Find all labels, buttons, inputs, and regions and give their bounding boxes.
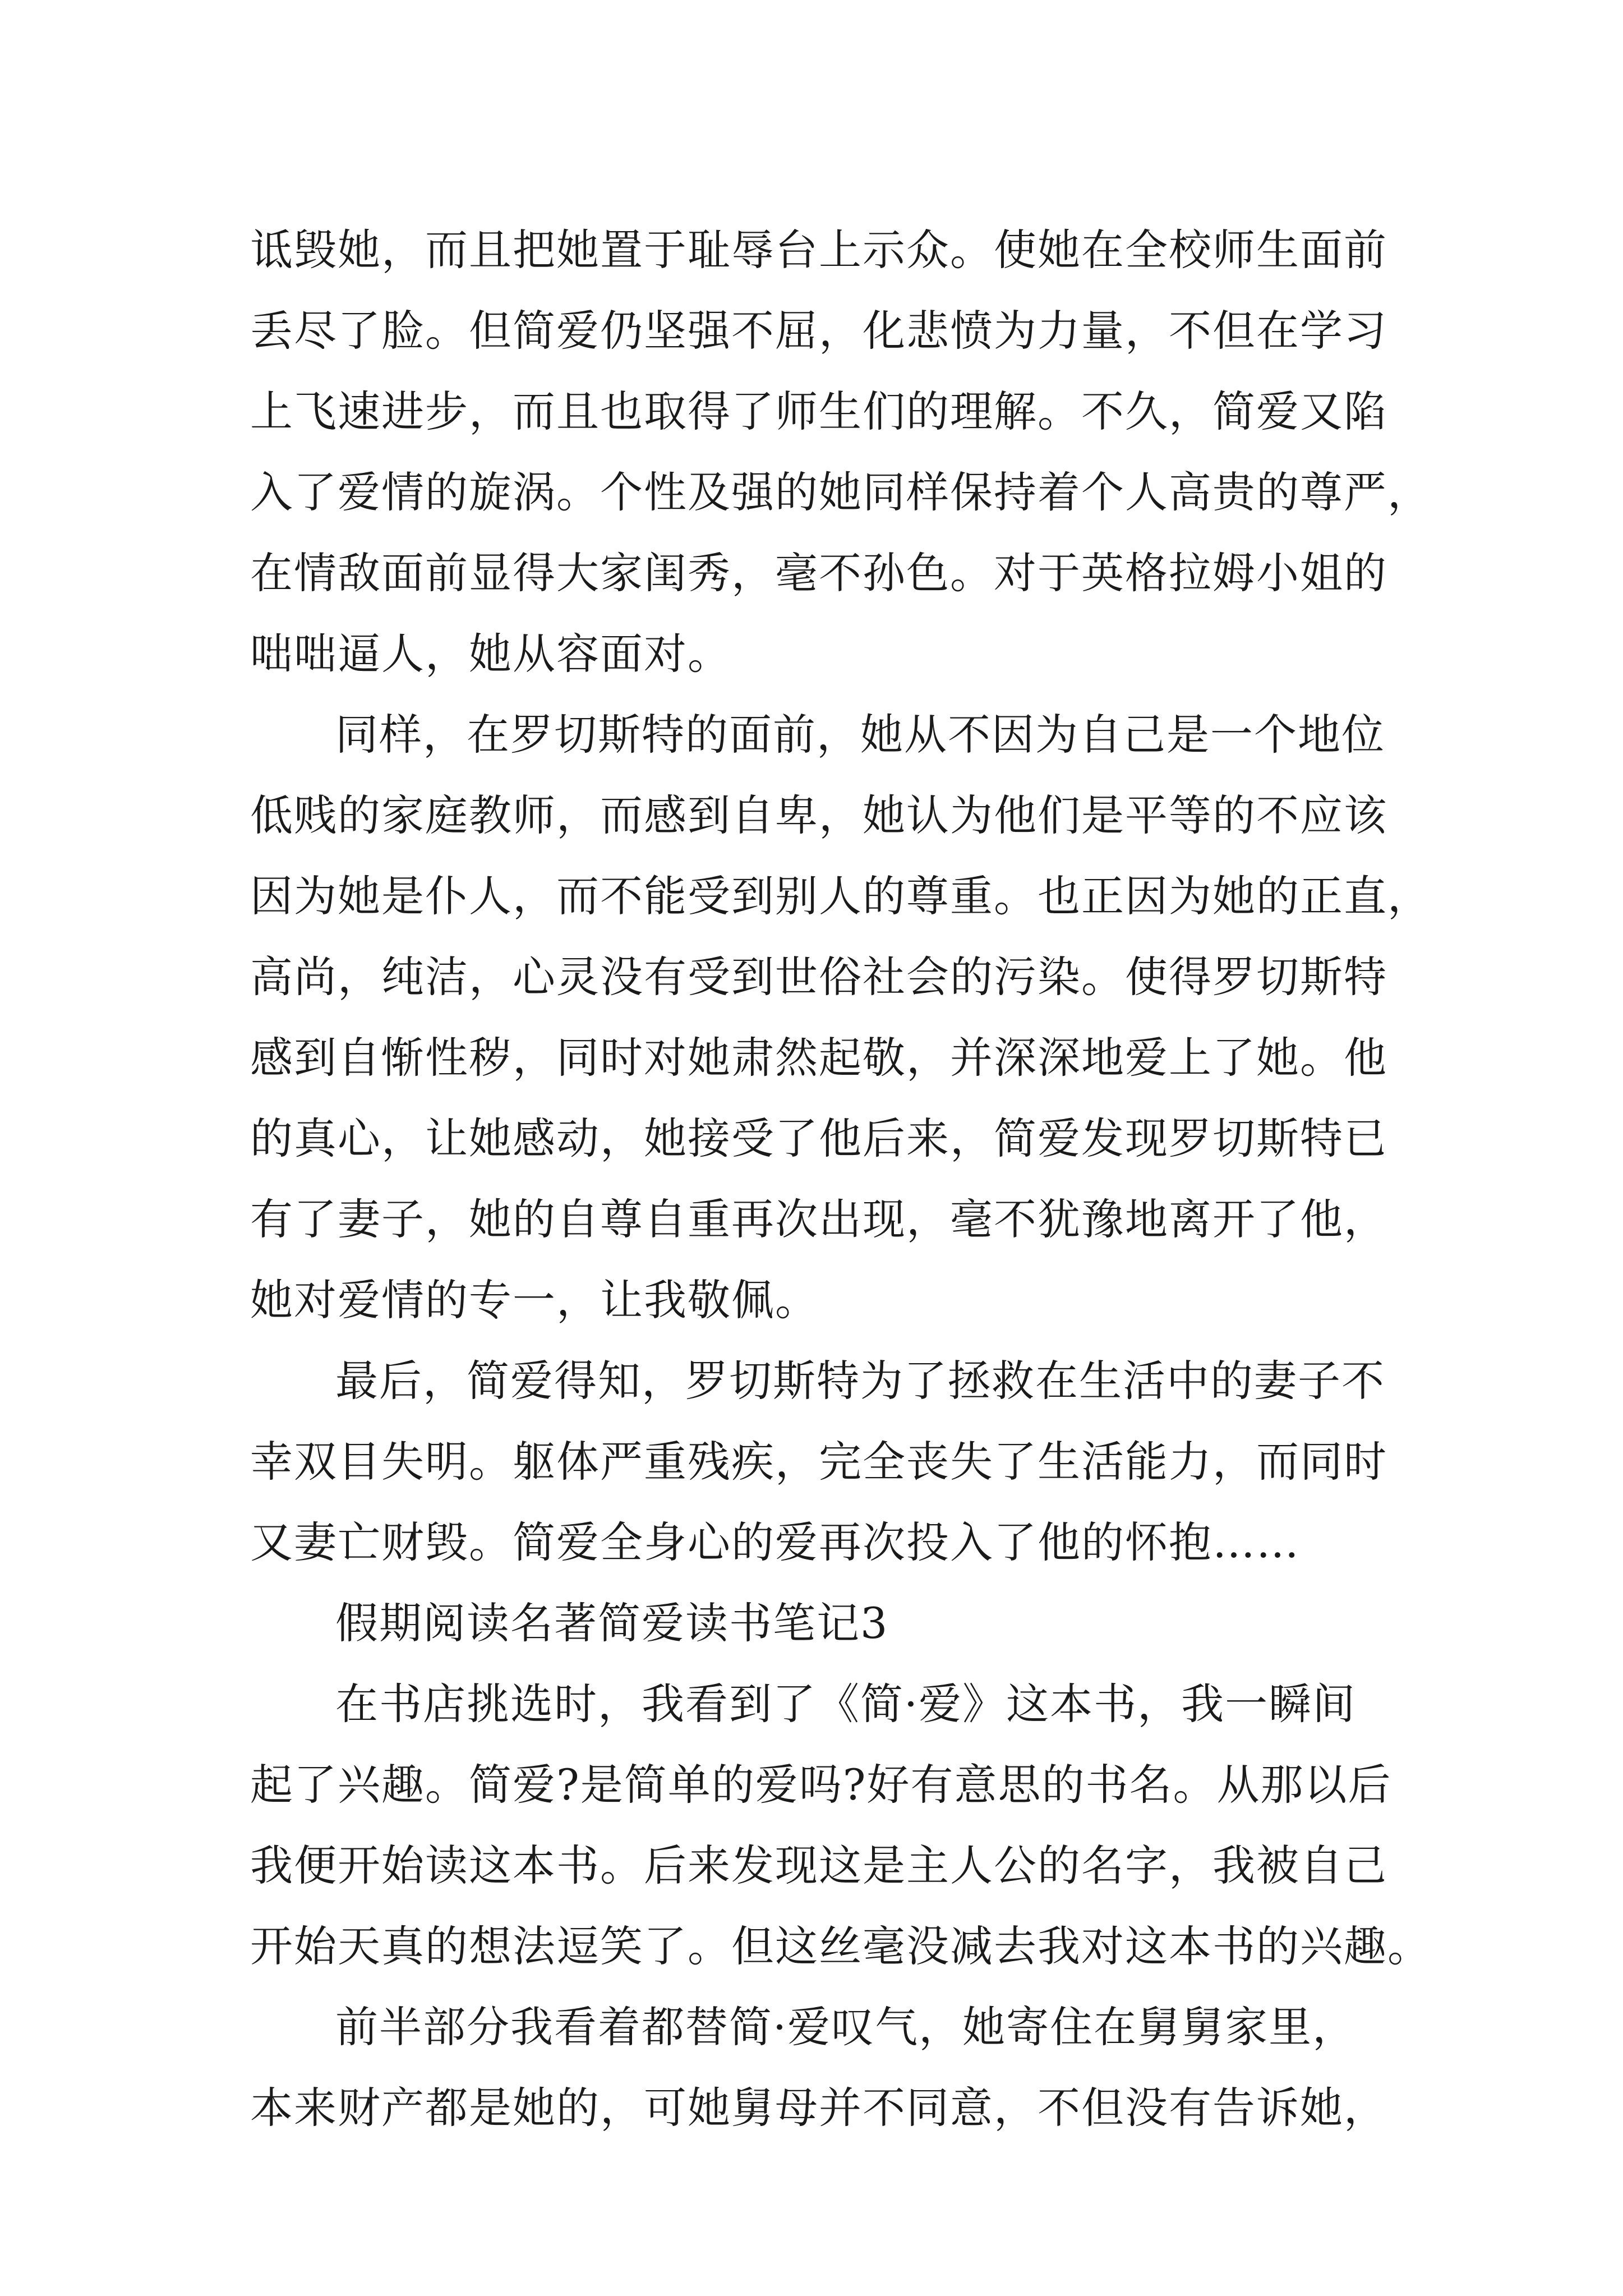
paragraph-first-line: 在书店挑选时，我看到了《简·爱》这本书，我一瞬间 xyxy=(335,1679,1357,1729)
text-line: 我便开始读这本书。后来发现这是主人公的名字，我被自己 xyxy=(250,1841,1387,1890)
text-line: 又妻亡财毁。简爱全身心的爱再次投入了他的怀抱…… xyxy=(250,1517,1300,1567)
text-line: 在情敌面前显得大家闺秀，毫不孙色。对于英格拉姆小姐的 xyxy=(250,548,1387,598)
paragraph-first-line: 同样，在罗切斯特的面前，她从不因为自己是一个地位 xyxy=(335,710,1385,760)
text-line: 感到自惭性秽，同时对她肃然起敬，并深深地爱上了她。他 xyxy=(250,1033,1387,1083)
text-line: 入了爱情的旋涡。个性及强的她同样保持着个人高贵的尊严， xyxy=(250,467,1431,517)
document-body xyxy=(250,210,1431,2148)
text-line: 咄咄逼人，她从容面对。 xyxy=(250,629,731,679)
text-line: 上飞速进步，而且也取得了师生们的理解。不久，简爱又陷 xyxy=(250,386,1387,436)
text-line: 丢尽了脸。但简爱仍坚强不屈，化悲愤为力量，不但在学习 xyxy=(250,306,1387,356)
text-line: 幸双目失明。躯体严重残疾，完全丧失了生活能力，而同时 xyxy=(250,1437,1387,1487)
text-line: 高尚，纯洁，心灵没有受到世俗社会的污染。使得罗切斯特 xyxy=(250,952,1387,1002)
paragraph-first-line: 最后，简爱得知，罗切斯特为了拯救在生活中的妻子不 xyxy=(335,1356,1385,1406)
text-line: 因为她是仆人，而不能受到别人的尊重。也正因为她的正直， xyxy=(250,871,1431,921)
text-line: 她对爱情的专一，让我敬佩。 xyxy=(250,1275,819,1325)
text-line: 起了兴趣。简爱?是简单的爱吗?好有意思的书名。从那以后 xyxy=(250,1760,1392,1810)
text-line: 诋毁她，而且把她置于耻辱台上示众。使她在全校师生面前 xyxy=(250,225,1387,275)
section-heading: 假期阅读名著简爱读书笔记3 xyxy=(335,1598,889,1648)
text-line: 开始天真的想法逗笑了。但这丝毫没减去我对这本书的兴趣。 xyxy=(250,1921,1431,1971)
text-line: 有了妻子，她的自尊自重再次出现，毫不犹豫地离开了他， xyxy=(250,1194,1387,1244)
text-line: 低贱的家庭教师，而感到自卑，她认为他们是平等的不应该 xyxy=(250,790,1387,840)
text-line: 的真心，让她感动，她接受了他后来，简爱发现罗切斯特已 xyxy=(250,1114,1387,1163)
text-line: 本来财产都是她的，可她舅母并不同意，不但没有告诉她， xyxy=(250,2083,1387,2133)
paragraph-first-line: 前半部分我看着都替简·爱叹气，她寄住在舅舅家里， xyxy=(335,2002,1357,2052)
